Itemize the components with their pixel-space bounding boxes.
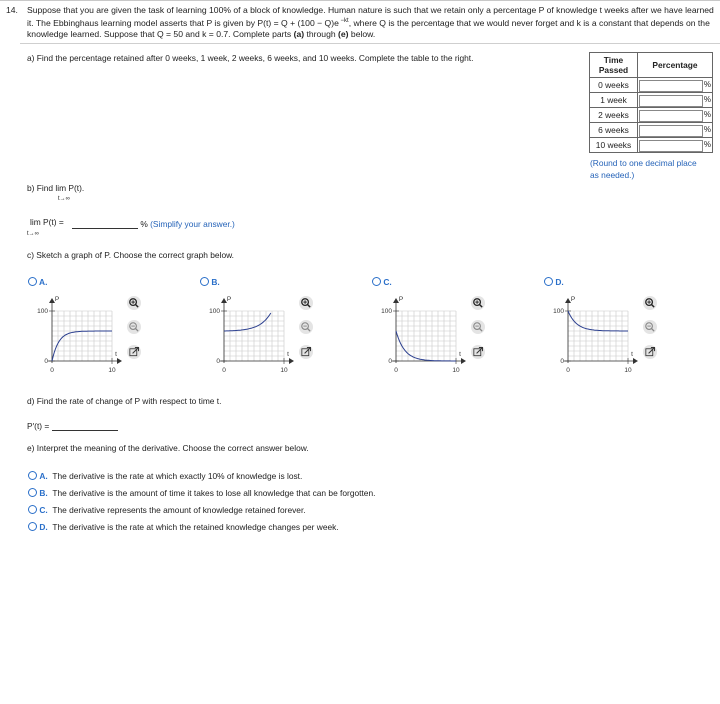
zoom-in-icon[interactable] <box>471 296 485 310</box>
percentage-input-2-weeks[interactable] <box>639 110 703 122</box>
radio-button[interactable] <box>28 277 37 286</box>
x-max-label: 10 <box>624 367 632 374</box>
part-c-prompt: c) Sketch a graph of P. Choose the correct graph below. <box>27 250 235 260</box>
option-letter: B. <box>209 277 220 287</box>
question-text: Suppose that you are given the task of learning 100% of a block of knowledge. Human nature is such that we retain only a percentage P of knowledge t weeks after we have learned it. The Ebbinghaus learning model asserts that P is given by P(t) = Q + (100 − Q)e $^{-kt}$, where Q is the percentage that we would never forget and k is a constant that depends on the knowledge learned. Suppose that Q = 50 and k = 0.7. Complete parts (a) through (e) below. <box>27 5 714 39</box>
derivative-answer-input[interactable] <box>52 419 118 431</box>
y-max-label: 100 <box>37 308 48 315</box>
x-axis-arrow <box>633 358 638 364</box>
option-e-a[interactable]: A. The derivative is the rate at which exactly 10% of knowledge is lost. <box>28 471 302 481</box>
x-axis-arrow <box>461 358 466 364</box>
y-max-label: 100 <box>381 308 392 315</box>
round-note: (Round to one decimal place as needed.) <box>590 158 697 180</box>
x-axis-arrow <box>289 358 294 364</box>
graph-grid <box>52 311 112 361</box>
table-row: 10 weeks % <box>590 138 713 153</box>
option-letter: C. <box>381 277 392 287</box>
graph-svg <box>372 291 472 401</box>
popout-icon[interactable] <box>127 345 141 359</box>
percentage-input-1-week[interactable] <box>639 95 703 107</box>
radio-button[interactable] <box>200 277 209 286</box>
table-row: 2 weeks % <box>590 108 713 123</box>
option-letter: A. <box>37 277 48 287</box>
zoom-out-icon[interactable] <box>299 320 313 334</box>
zoom-in-icon[interactable] <box>127 296 141 310</box>
percentage-input-6-weeks[interactable] <box>639 125 703 137</box>
graph-grid <box>224 311 284 361</box>
y-min-label: 0 <box>44 358 48 365</box>
x-axis-arrow <box>117 358 122 364</box>
question-number: 14. <box>6 5 18 15</box>
table-header-percentage: Percentage <box>638 53 713 78</box>
popout-icon[interactable] <box>471 345 485 359</box>
x-min-label: 0 <box>222 367 226 374</box>
simplify-hint: (Simplify your answer.) <box>150 219 235 229</box>
table-row: 0 weeks % <box>590 78 713 93</box>
popout-icon[interactable] <box>643 345 657 359</box>
x-max-label: 10 <box>452 367 460 374</box>
zoom-in-icon[interactable] <box>299 296 313 310</box>
graph-svg <box>544 291 644 401</box>
limit-answer-lead: lim P(t) = <box>30 217 64 227</box>
y-max-label: 100 <box>553 308 564 315</box>
zoom-out-icon[interactable] <box>643 320 657 334</box>
part-e-prompt: e) Interpret the meaning of the derivative. Choose the correct answer below. <box>27 443 309 453</box>
graph-grid <box>396 311 456 361</box>
percentage-input-10-weeks[interactable] <box>639 140 703 152</box>
limit-unit: % <box>140 219 148 229</box>
limit-answer-subscript: t→∞ <box>27 231 39 237</box>
x-min-label: 0 <box>394 367 398 374</box>
x-min-label: 0 <box>50 367 54 374</box>
y-min-label: 0 <box>216 358 220 365</box>
y-max-label: 100 <box>209 308 220 315</box>
option-e-d[interactable]: D. The derivative is the rate at which the retained knowledge changes per week. <box>28 522 339 532</box>
percentage-input-0-weeks[interactable] <box>639 80 703 92</box>
x-min-label: 0 <box>566 367 570 374</box>
table-row: 6 weeks % <box>590 123 713 138</box>
zoom-out-icon[interactable] <box>471 320 485 334</box>
y-axis-label: P <box>226 296 232 303</box>
graph-svg <box>200 291 300 401</box>
radio-button[interactable] <box>28 488 37 497</box>
radio-button[interactable] <box>372 277 381 286</box>
limit-subscript: t→∞ <box>58 196 70 202</box>
x-max-label: 10 <box>280 367 288 374</box>
percentage-table <box>589 52 713 153</box>
limit-answer-input[interactable] <box>72 217 138 229</box>
part-b-prompt: b) Find lim P(t). <box>27 183 85 193</box>
graph-svg <box>28 291 128 401</box>
x-axis-label: t <box>287 351 289 358</box>
x-axis-label: t <box>459 351 461 358</box>
y-axis-label: P <box>54 296 60 303</box>
radio-button[interactable] <box>28 505 37 514</box>
part-d-prompt: d) Find the rate of change of P with respect to time t. <box>27 396 222 406</box>
zoom-in-icon[interactable] <box>643 296 657 310</box>
table-header-time: Time Passed <box>590 53 638 78</box>
x-max-label: 10 <box>108 367 116 374</box>
graph-grid <box>568 311 628 361</box>
y-min-label: 0 <box>388 358 392 365</box>
table-row: 1 week % <box>590 93 713 108</box>
radio-button[interactable] <box>28 522 37 531</box>
y-min-label: 0 <box>560 358 564 365</box>
divider <box>20 43 720 44</box>
option-e-c[interactable]: C. The derivative represents the amount of knowledge retained forever. <box>28 505 306 515</box>
option-letter: D. <box>553 277 564 287</box>
popout-icon[interactable] <box>299 345 313 359</box>
derivative-answer-lead: P′(t) = <box>27 421 50 431</box>
part-a-prompt: a) Find the percentage retained after 0 weeks, 1 week, 2 weeks, 6 weeks, and 10 weeks. Complete the table to the right. <box>27 53 474 63</box>
zoom-out-icon[interactable] <box>127 320 141 334</box>
x-axis-label: t <box>115 351 117 358</box>
option-e-b[interactable]: B. The derivative is the amount of time it takes to lose all knowledge that can be forgotten. <box>28 488 375 498</box>
x-axis-label: t <box>631 351 633 358</box>
radio-button[interactable] <box>28 471 37 480</box>
y-axis-label: P <box>570 296 576 303</box>
radio-button[interactable] <box>544 277 553 286</box>
y-axis-label: P <box>398 296 404 303</box>
